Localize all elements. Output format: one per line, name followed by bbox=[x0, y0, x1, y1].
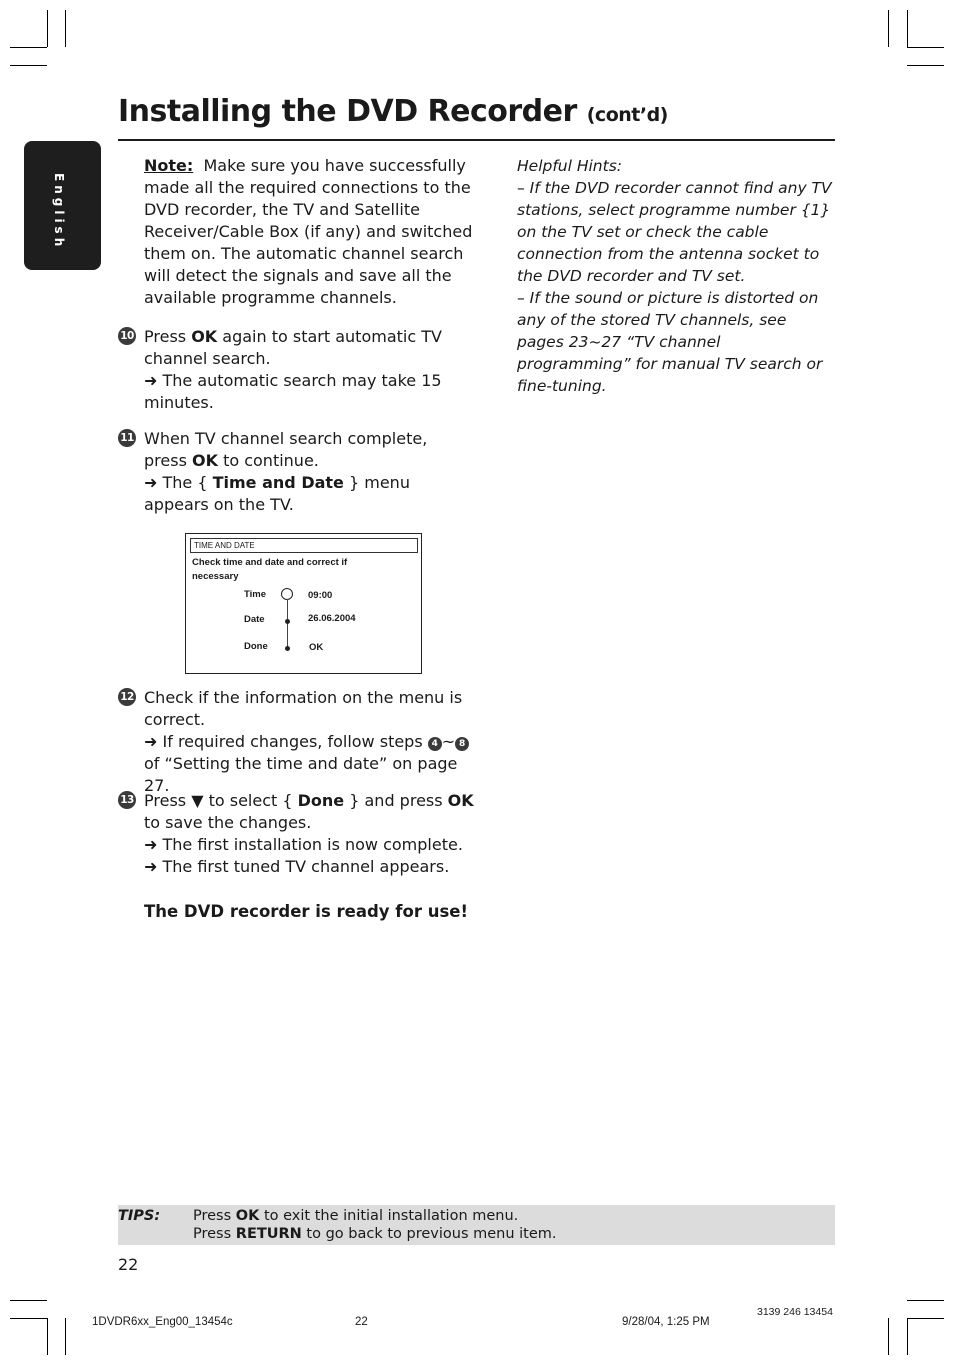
key-label: RETURN bbox=[235, 1226, 302, 1242]
step-text: Check if the information on the menu is correct. bbox=[144, 688, 463, 729]
key-label: OK bbox=[235, 1208, 260, 1224]
step-result: of “Setting the time and date” on page 27. bbox=[144, 754, 458, 795]
arrow-icon: ➜ bbox=[144, 835, 158, 854]
crop-mark bbox=[907, 65, 944, 66]
arrow-icon: ➜ bbox=[144, 473, 158, 492]
note-paragraph bbox=[144, 155, 474, 309]
ready-message: The DVD recorder is ready for use! bbox=[144, 902, 468, 921]
step-result: The automatic search may take 15 minutes. bbox=[144, 371, 442, 412]
step-reference-badge: 8 bbox=[455, 737, 469, 751]
tip-text: Press bbox=[193, 1226, 236, 1242]
tips-bar bbox=[118, 1205, 835, 1245]
step-text: When TV channel search complete, press bbox=[144, 429, 428, 470]
step-result: If required changes, follow steps bbox=[162, 732, 428, 751]
note-text: Make sure you have successfully made all the required connections to the DVD recorder, the TV and Satellite Receiver/Cable Box (if any) and switched them on. The automatic channel search will detect the signals and save all the available programme channels. bbox=[144, 156, 473, 307]
menu-name: Time and Date bbox=[212, 473, 344, 492]
step-10 bbox=[144, 326, 474, 414]
menu-row-label: Time bbox=[244, 589, 267, 600]
menu-title: TIME AND DATE bbox=[190, 538, 418, 553]
step-text: to save the changes. bbox=[144, 813, 312, 832]
footer-filename: 1DVDR6xx_Eng00_13454c bbox=[92, 1316, 233, 1328]
crop-mark bbox=[907, 1318, 944, 1319]
step-text: again to start automatic TV channel search. bbox=[144, 327, 442, 368]
step-text: to continue. bbox=[217, 451, 319, 470]
tip-text: to go back to previous menu item. bbox=[301, 1226, 557, 1242]
step-reference-badge: 4 bbox=[428, 737, 442, 751]
step-number-badge: 13 bbox=[118, 791, 136, 809]
tips-label: TIPS: bbox=[118, 1208, 161, 1224]
page-title bbox=[118, 94, 668, 129]
step-number-badge: 10 bbox=[118, 327, 136, 345]
language-tab bbox=[24, 141, 101, 270]
crop-mark bbox=[888, 10, 889, 47]
crop-mark bbox=[888, 1318, 889, 1355]
ok-key-label: OK bbox=[191, 451, 218, 470]
crop-mark bbox=[10, 65, 47, 66]
helpful-hints bbox=[517, 155, 837, 397]
crop-mark bbox=[907, 47, 944, 48]
menu-row-value: 26.06.2004 bbox=[308, 613, 356, 624]
menu-connector-line bbox=[287, 599, 288, 649]
menu-row-value: OK bbox=[309, 642, 324, 653]
time-and-date-menu bbox=[185, 533, 422, 674]
crop-mark bbox=[10, 47, 47, 48]
footer-code: 3139 246 13454 bbox=[757, 1306, 833, 1318]
tip-text: to exit the initial installation menu. bbox=[259, 1208, 519, 1224]
hint-item: – If the DVD recorder cannot find any TV stations, select programme number {1} on the TV set or check the cable connection from the antenna socket to the DVD recorder and TV set. bbox=[517, 179, 832, 285]
tip-line bbox=[193, 1226, 557, 1242]
crop-mark bbox=[10, 1318, 47, 1319]
hint-item: – If the sound or picture is distorted on any of the stored TV channels, see pages 23~27 “TV channel programming” for manual TV search or fine-tuning. bbox=[517, 289, 823, 395]
language-tab-label: English bbox=[52, 173, 66, 251]
step-text: Press ▼ to select { bbox=[144, 791, 298, 810]
menu-instruction: Check time and date and correct if necessary bbox=[192, 557, 348, 582]
arrow-icon: ➜ bbox=[144, 857, 158, 876]
title-rule bbox=[118, 139, 835, 141]
crop-mark bbox=[907, 1318, 908, 1355]
menu-row-label: Done bbox=[244, 641, 268, 652]
menu-row-dot bbox=[285, 619, 290, 624]
ok-key-label: OK bbox=[447, 791, 474, 810]
arrow-icon: ➜ bbox=[144, 371, 158, 390]
menu-row-dot bbox=[285, 646, 290, 651]
step-result: The { bbox=[162, 473, 213, 492]
step-12 bbox=[144, 687, 479, 797]
step-number-badge: 12 bbox=[118, 688, 136, 706]
crop-mark bbox=[907, 10, 908, 47]
menu-row-value: 09:00 bbox=[308, 590, 333, 601]
crop-mark bbox=[10, 1300, 47, 1301]
step-result: ~ bbox=[441, 732, 456, 751]
menu-item-name: Done bbox=[297, 791, 345, 810]
crop-mark bbox=[65, 10, 66, 47]
crop-mark bbox=[47, 10, 48, 47]
hints-title: Helpful Hints: bbox=[517, 157, 623, 175]
page-number: 22 bbox=[118, 1255, 139, 1274]
crop-mark bbox=[47, 1318, 48, 1355]
step-13 bbox=[144, 790, 479, 878]
footer-page: 22 bbox=[355, 1316, 368, 1328]
note-label: Note: bbox=[144, 156, 194, 175]
tip-text: Press bbox=[193, 1208, 236, 1224]
crop-mark bbox=[907, 1300, 944, 1301]
step-result: } menu appears on the TV. bbox=[144, 473, 410, 514]
step-result: The first tuned TV channel appears. bbox=[162, 857, 450, 876]
ok-key-label: OK bbox=[191, 327, 218, 346]
page-title-suffix: (cont’d) bbox=[586, 104, 668, 126]
step-text: } and press bbox=[344, 791, 448, 810]
footer-date: 9/28/04, 1:25 PM bbox=[622, 1316, 710, 1328]
step-number-badge: 11 bbox=[118, 429, 136, 447]
tip-line bbox=[193, 1208, 518, 1224]
step-text: Press bbox=[144, 327, 192, 346]
arrow-icon: ➜ bbox=[144, 732, 158, 751]
step-11 bbox=[144, 428, 474, 516]
page-title-main: Installing the DVD Recorder bbox=[118, 94, 577, 129]
menu-row-label: Date bbox=[244, 614, 265, 625]
crop-mark bbox=[65, 1318, 66, 1355]
step-result: The first installation is now complete. bbox=[162, 835, 463, 854]
